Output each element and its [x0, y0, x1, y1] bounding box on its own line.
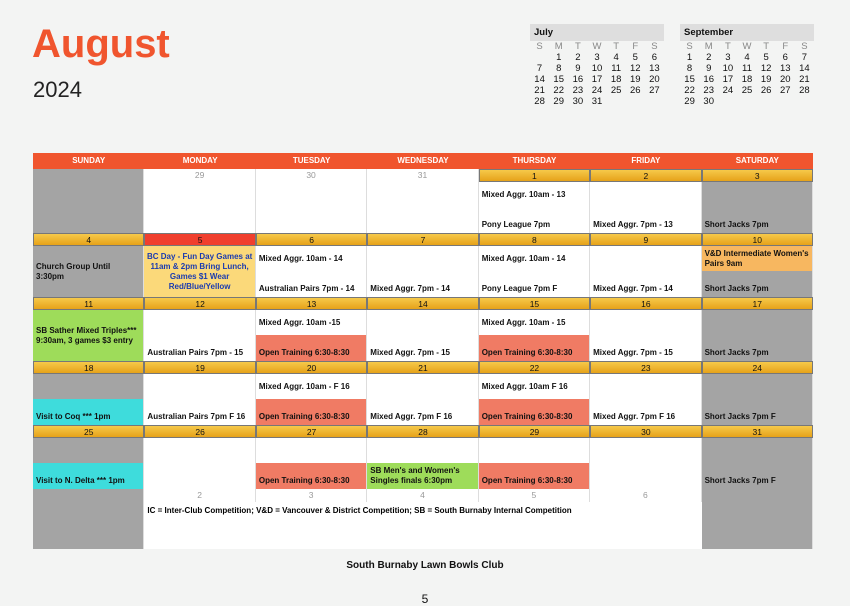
- day-number: 3: [256, 489, 367, 502]
- mini-day: 10: [591, 63, 603, 74]
- mini-day: 5: [763, 52, 769, 63]
- mini-weekday-label: F: [632, 41, 639, 52]
- day-number: 4: [33, 233, 144, 246]
- mini-day: 14: [799, 63, 810, 74]
- mini-weekday-label: F: [782, 41, 789, 52]
- weekday-label: WEDNESDAY: [397, 156, 449, 165]
- mini-day: [626, 96, 645, 107]
- mini-day: 28: [534, 96, 545, 107]
- day-number: 12: [144, 297, 255, 310]
- calendar-week: [33, 361, 813, 425]
- event-cell: [256, 182, 367, 207]
- mini-day: 23: [703, 85, 714, 96]
- event-cell: Visit to N. Delta *** 1pm: [33, 463, 144, 489]
- day-number: 9: [590, 233, 701, 246]
- mini-day: 9: [575, 63, 581, 74]
- event-cell: Pony League 7pm: [479, 207, 590, 233]
- mini-day: 17: [722, 74, 734, 85]
- mini-day: [757, 96, 776, 107]
- event-cell: [590, 310, 701, 335]
- mini-day: 29: [684, 96, 695, 107]
- event-cell: Open Training 6:30-8:30: [479, 463, 590, 489]
- event-cell: Open Training 6:30-8:30: [256, 399, 367, 425]
- calendar-week: [33, 425, 813, 489]
- mini-weekday-label: T: [724, 41, 731, 52]
- day-number: 29: [479, 425, 590, 438]
- day-number: 2: [144, 489, 255, 502]
- mini-weekday-label: S: [651, 41, 658, 52]
- event-cell: Australian Pairs 7pm - 14: [256, 271, 367, 297]
- event-cell: [33, 374, 144, 399]
- event-cell: [367, 207, 478, 233]
- event-cell: Mixed Aggr. 10am F 16: [479, 374, 590, 399]
- mini-day: 7: [536, 63, 543, 74]
- mini-weekday-label: M: [554, 41, 563, 52]
- mini-day: 20: [779, 74, 791, 85]
- event-cell: Short Jacks 7pm: [702, 271, 813, 297]
- event-cell: Mixed Aggr. 10am - 13: [479, 182, 590, 207]
- event-cell: Mixed Aggr. 7pm - 13: [590, 207, 701, 233]
- day-number: 30: [590, 425, 701, 438]
- mini-day: 10: [722, 63, 734, 74]
- day-number: [702, 489, 813, 502]
- mini-day: 12: [760, 63, 772, 74]
- event-cell: Mixed Aggr. 7pm F 16: [367, 399, 478, 425]
- mini-day: 11: [742, 63, 752, 74]
- mini-day: 15: [553, 74, 564, 85]
- day-number: 26: [144, 425, 255, 438]
- event-cell: Open Training 6:30-8:30: [256, 463, 367, 489]
- day-number: 3: [702, 169, 813, 182]
- day-number: 11: [33, 297, 144, 310]
- mini-day: 17: [591, 74, 603, 85]
- day-number: 14: [367, 297, 478, 310]
- mini-day: 15: [684, 74, 695, 85]
- event-cell: Church Group Until 3:30pm: [33, 246, 144, 297]
- mini-day: 13: [649, 63, 660, 74]
- mini-day: [795, 96, 814, 107]
- mini-day: 25: [741, 85, 753, 96]
- calendar-week-last: [33, 489, 813, 549]
- event-cell: [33, 438, 144, 463]
- mini-day: 26: [760, 85, 772, 96]
- day-number: 2: [590, 169, 701, 182]
- mini-day: 1: [686, 52, 693, 63]
- mini-day: 18: [610, 74, 622, 85]
- event-cell: [367, 246, 478, 271]
- mini-weekday-label: S: [686, 41, 693, 52]
- mini-calendar-grid: [530, 41, 664, 107]
- event-cell: SB Sather Mixed Triples*** 9:30am, 3 games $3 entry: [33, 310, 144, 361]
- event-cell: [144, 374, 255, 399]
- event-cell: [144, 438, 255, 463]
- day-number: 10: [702, 233, 813, 246]
- event-cell: [256, 207, 367, 233]
- event-cell: [33, 502, 144, 549]
- mini-day: 8: [686, 63, 693, 74]
- mini-day: 27: [779, 85, 791, 96]
- event-cell: [367, 310, 478, 335]
- mini-day: 4: [613, 52, 619, 63]
- year-label: 2024: [33, 77, 82, 102]
- calendar-week: [33, 297, 813, 361]
- mini-day: 21: [534, 85, 545, 96]
- mini-day: 16: [703, 74, 714, 85]
- calendar-week: [33, 169, 813, 233]
- event-cell: Mixed Aggr. 10am - F 16: [256, 374, 367, 399]
- month-calendar: [33, 153, 813, 549]
- day-number: 5: [479, 489, 590, 502]
- mini-day: 4: [744, 52, 750, 63]
- event-cell: SB Men's and Women's Singles finals 6:30pm: [367, 463, 478, 489]
- mini-day: 27: [649, 85, 660, 96]
- day-number: 21: [367, 361, 478, 374]
- weekday-label: THURSDAY: [512, 156, 557, 165]
- mini-calendar-title: September: [680, 24, 814, 41]
- weekday-label: FRIDAY: [631, 156, 661, 165]
- day-number: 22: [479, 361, 590, 374]
- month-title: August: [32, 22, 170, 66]
- day-number: 31: [702, 425, 813, 438]
- day-number: 16: [590, 297, 701, 310]
- event-cell: Short Jacks 7pm: [702, 207, 813, 233]
- mini-day: 30: [703, 96, 714, 107]
- day-number: 31: [367, 169, 478, 182]
- club-footer: South Burnaby Lawn Bowls Club: [346, 560, 504, 571]
- day-number: [33, 489, 144, 502]
- event-cell: [702, 502, 813, 549]
- legend-note: IC = Inter-Club Competition; V&D = Vancouver & District Competition; SB = South Burnaby Internal Competition: [144, 502, 701, 549]
- mini-calendar-grid: [680, 41, 814, 107]
- day-number: 19: [144, 361, 255, 374]
- event-cell: Mixed Aggr. 7pm - 14: [367, 271, 478, 297]
- mini-day: 19: [760, 74, 772, 85]
- day-number: 29: [144, 169, 255, 182]
- mini-day: 30: [572, 96, 584, 107]
- mini-calendar-july: [530, 24, 664, 107]
- mini-weekday-label: S: [536, 41, 543, 52]
- mini-calendar-title: July: [530, 24, 664, 41]
- mini-weekday-label: T: [574, 41, 581, 52]
- day-number: 5: [144, 233, 255, 246]
- day-number: 4: [367, 489, 478, 502]
- day-number: 6: [256, 233, 367, 246]
- mini-weekday-label: S: [801, 41, 808, 52]
- mini-day: 13: [779, 63, 791, 74]
- mini-day: 6: [651, 52, 658, 63]
- mini-day: 26: [629, 85, 641, 96]
- mini-day: 11: [611, 63, 622, 74]
- event-cell: [590, 374, 701, 399]
- mini-day: 1: [556, 52, 562, 63]
- event-cell: [367, 438, 478, 463]
- mini-day: 14: [534, 74, 545, 85]
- event-cell: Open Training 6:30-8:30: [479, 399, 590, 425]
- event-cell: [33, 207, 144, 233]
- mini-day: [530, 52, 549, 63]
- mini-weekday-label: W: [592, 41, 602, 52]
- mini-day: [776, 96, 795, 107]
- day-number: 23: [590, 361, 701, 374]
- event-cell: [144, 207, 255, 233]
- mini-day: 2: [706, 52, 712, 63]
- mini-day: 2: [575, 52, 581, 63]
- event-cell: Pony League 7pm F: [479, 271, 590, 297]
- event-cell: [144, 310, 255, 335]
- mini-calendar-september: [680, 24, 814, 107]
- day-number: 15: [479, 297, 590, 310]
- mini-day: 28: [799, 85, 810, 96]
- day-number: 25: [33, 425, 144, 438]
- day-number: [33, 169, 144, 182]
- event-cell: Australian Pairs 7pm F 16: [144, 399, 255, 425]
- event-cell: [590, 246, 701, 271]
- mini-day: 29: [553, 96, 564, 107]
- mini-day: 21: [799, 74, 810, 85]
- mini-day: 20: [649, 74, 660, 85]
- event-cell: [367, 182, 478, 207]
- calendar-week: [33, 233, 813, 297]
- day-number: 24: [702, 361, 813, 374]
- mini-day: 8: [556, 63, 562, 74]
- event-cell: [479, 438, 590, 463]
- event-cell: V&D Intermediate Women's Pairs 9am: [702, 246, 813, 271]
- day-number: 27: [256, 425, 367, 438]
- event-cell: [144, 182, 255, 207]
- calendar-weeks: [33, 169, 813, 489]
- mini-day: 23: [572, 85, 584, 96]
- mini-weekday-label: M: [704, 41, 713, 52]
- event-cell: Short Jacks 7pm F: [702, 399, 813, 425]
- weekday-header: [33, 153, 813, 169]
- event-cell: Open Training 6:30-8:30: [256, 335, 367, 361]
- event-cell: [33, 182, 144, 207]
- mini-day: 9: [706, 63, 712, 74]
- mini-day: 22: [553, 85, 564, 96]
- weekday-label: SUNDAY: [72, 156, 106, 165]
- mini-weekday-label: W: [742, 41, 752, 52]
- weekday-label: MONDAY: [182, 156, 218, 165]
- mini-weekday-label: T: [613, 41, 620, 52]
- event-cell: Visit to Coq *** 1pm: [33, 399, 144, 425]
- mini-day: 19: [629, 74, 641, 85]
- event-cell: Australian Pairs 7pm - 15: [144, 335, 255, 361]
- mini-day: 6: [782, 52, 788, 63]
- event-cell: [590, 182, 701, 207]
- day-number: 30: [256, 169, 367, 182]
- event-cell: [702, 438, 813, 463]
- day-number: 8: [479, 233, 590, 246]
- day-number: 1: [479, 169, 590, 182]
- page-number: 5: [421, 592, 429, 606]
- event-cell: [256, 438, 367, 463]
- event-cell: Open Training 6:30-8:30: [479, 335, 590, 361]
- day-number: 13: [256, 297, 367, 310]
- day-number: 6: [590, 489, 701, 502]
- day-number: 20: [256, 361, 367, 374]
- event-cell: [367, 374, 478, 399]
- event-cell: Mixed Aggr. 10am - 15: [479, 310, 590, 335]
- mini-day: 7: [801, 52, 808, 63]
- mini-day: 3: [594, 52, 600, 63]
- weekday-label: SATURDAY: [735, 156, 779, 165]
- day-number: 18: [33, 361, 144, 374]
- event-cell: [702, 374, 813, 399]
- event-cell: Mixed Aggr. 7pm F 16: [590, 399, 701, 425]
- event-cell: Short Jacks 7pm F: [702, 463, 813, 489]
- event-cell: Mixed Aggr. 10am - 14: [479, 246, 590, 271]
- event-cell: Mixed Aggr. 10am -15: [256, 310, 367, 335]
- mini-day: [737, 96, 756, 107]
- mini-day: 3: [725, 52, 731, 63]
- event-cell: [590, 463, 701, 489]
- mini-day: 24: [722, 85, 734, 96]
- mini-day: 12: [629, 63, 641, 74]
- mini-day: 16: [572, 74, 584, 85]
- mini-day: 31: [591, 96, 603, 107]
- mini-day: [607, 96, 626, 107]
- weekday-label: TUESDAY: [292, 156, 331, 165]
- mini-day: 22: [684, 85, 695, 96]
- event-cell: Mixed Aggr. 7pm - 15: [367, 335, 478, 361]
- day-number: 17: [702, 297, 813, 310]
- mini-day: 25: [610, 85, 622, 96]
- event-cell: BC Day - Fun Day Games at 11am & 2pm Bring Lunch, Games $1 Wear Red/Blue/Yellow: [144, 246, 255, 297]
- mini-day: [718, 96, 737, 107]
- mini-day: 5: [632, 52, 638, 63]
- event-cell: [702, 182, 813, 207]
- day-number: 28: [367, 425, 478, 438]
- event-cell: Mixed Aggr. 10am - 14: [256, 246, 367, 271]
- event-cell: Short Jacks 7pm: [702, 335, 813, 361]
- event-cell: [590, 438, 701, 463]
- day-number: 7: [367, 233, 478, 246]
- event-cell: Mixed Aggr. 7pm - 15: [590, 335, 701, 361]
- event-cell: Mixed Aggr. 7pm - 14: [590, 271, 701, 297]
- mini-day: [645, 96, 664, 107]
- event-cell: [144, 463, 255, 489]
- mini-day: 24: [591, 85, 603, 96]
- mini-day: 18: [741, 74, 753, 85]
- mini-weekday-label: T: [763, 41, 770, 52]
- event-cell: [702, 310, 813, 335]
